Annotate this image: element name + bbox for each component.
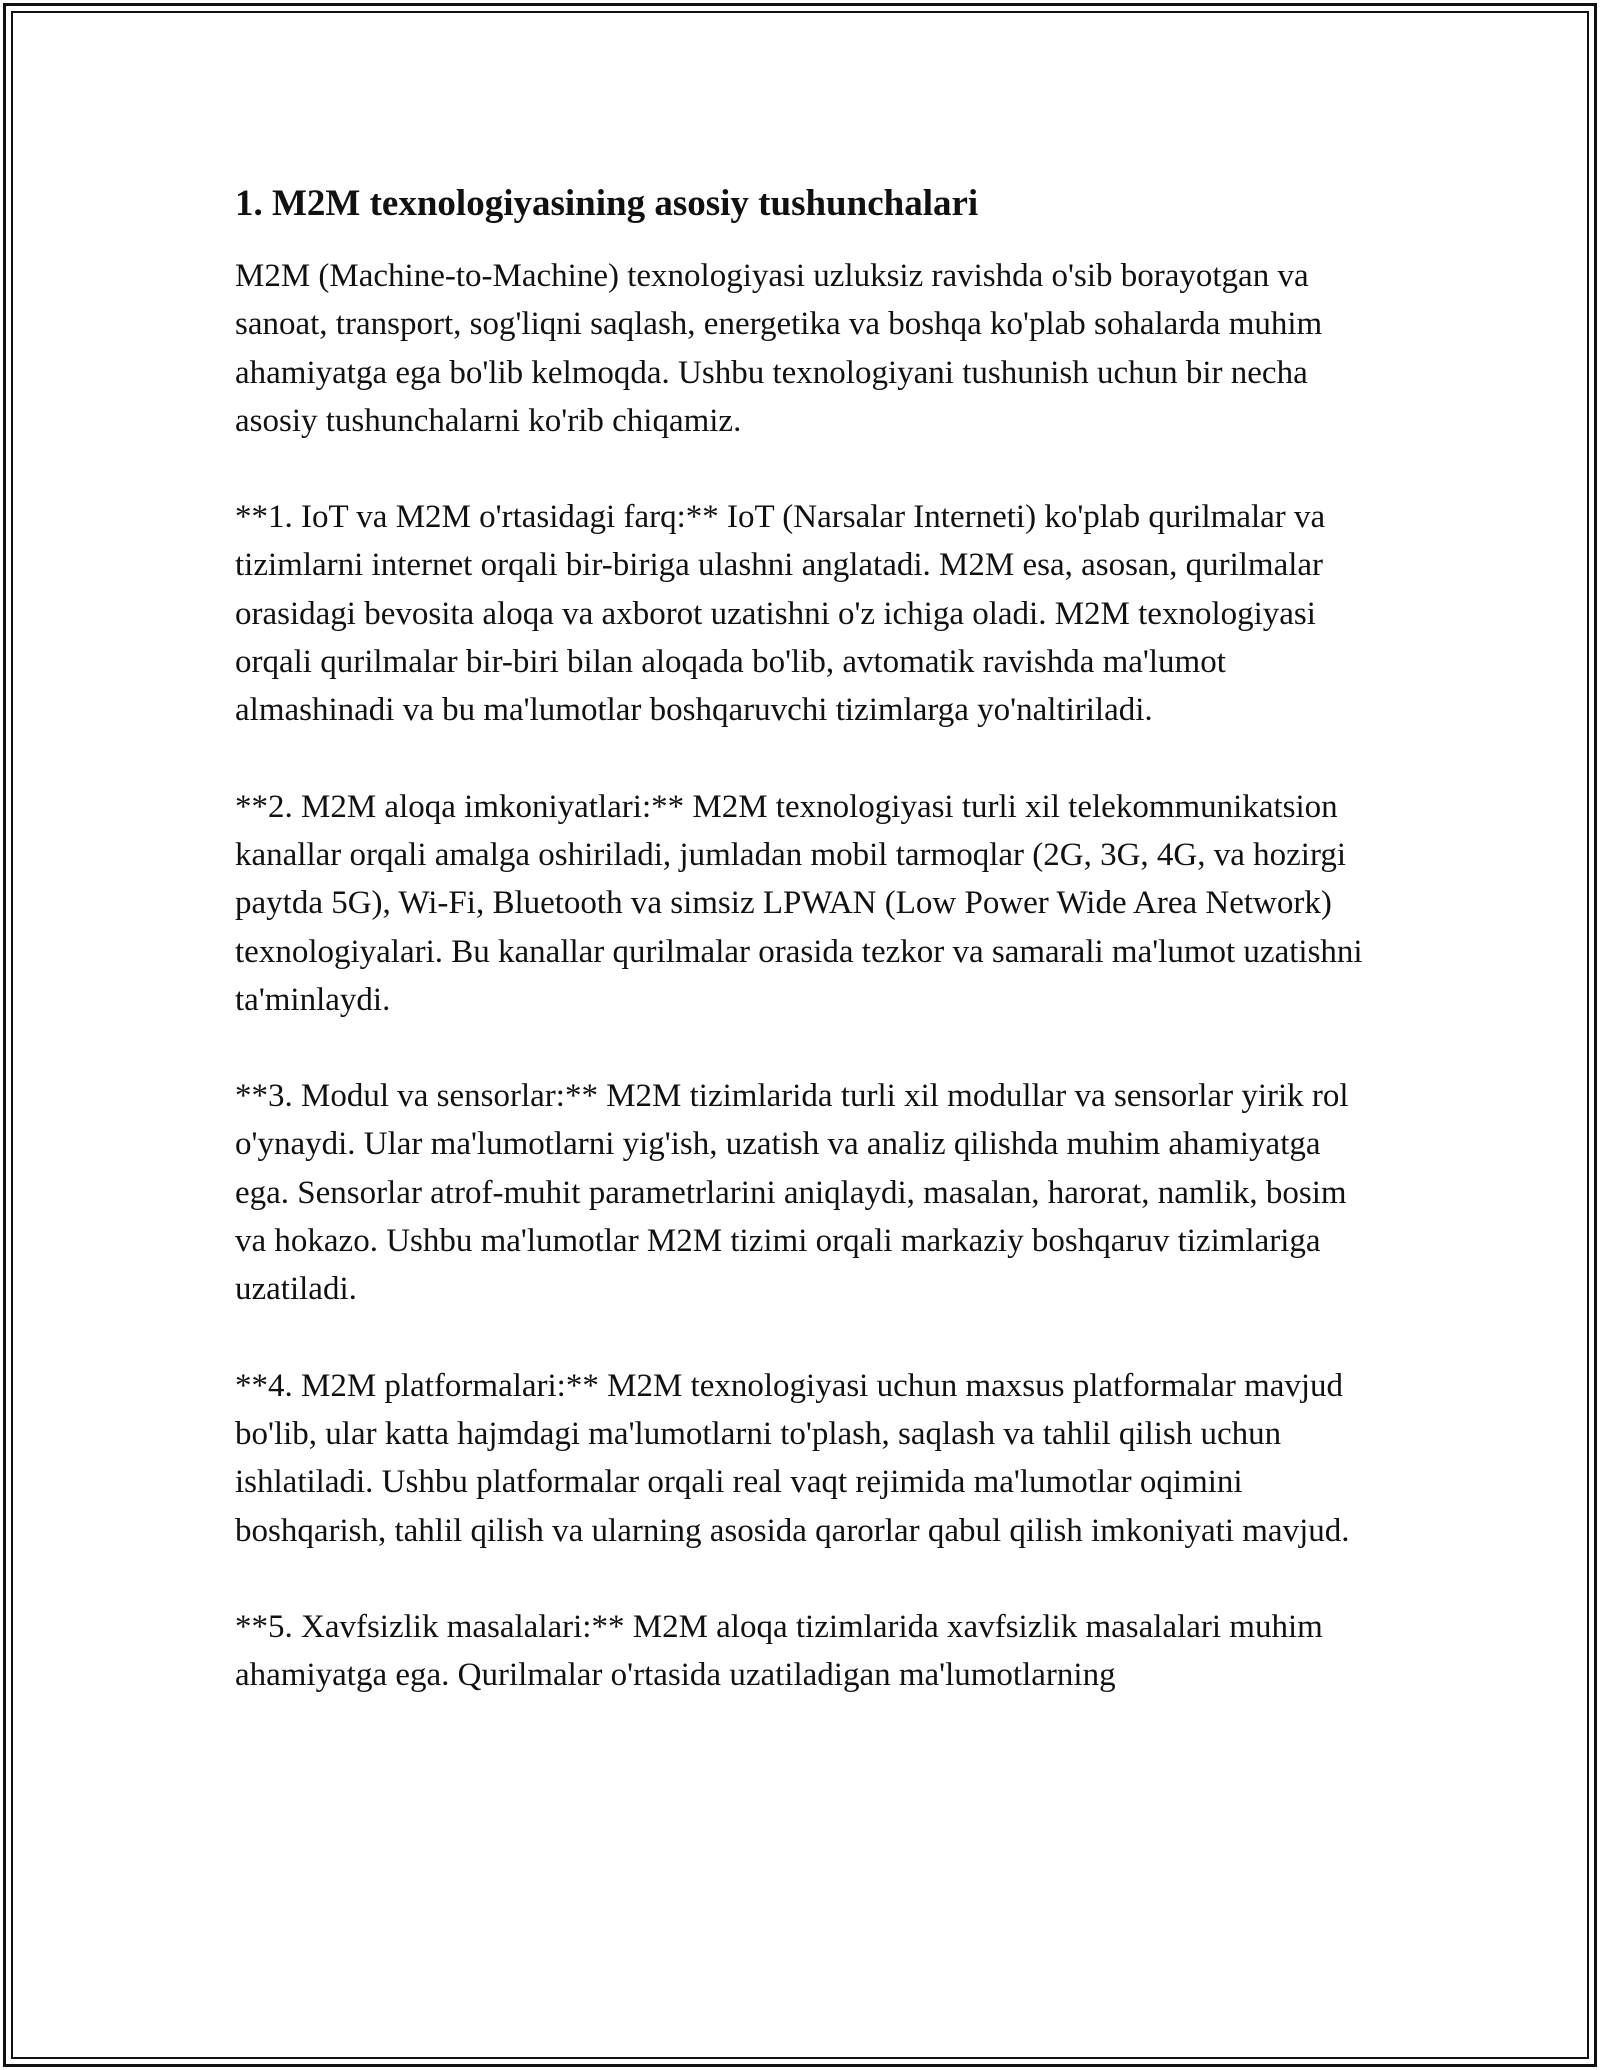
paragraph-m2m-platforms: **4. M2M platformalari:** M2M texnologiyasi uchun maxsus platformalar mavjud bo'lib, ular katta hajmdagi ma'lumotlarni to'plash, saqlash va tahlil qilish uchun ishlatiladi. Ushbu platformalar orqali real vaqt rejimida ma'lumotlar oqimini boshqarish, tahlil qilish va ularning asosida qarorlar qabul qilish imkoniyati mavjud.: [235, 1367, 1350, 1549]
paragraph-modules-sensors: **3. Modul va sensorlar:** M2M tizimlarida turli xil modullar va sensorlar yirik rol o'ynaydi. Ular ma'lumotlarni yig'ish, uzatish va analiz qilishda muhim ahamiyatga ega. Sensorlar atrof-muhit parametrlarini aniqlaydi, masalan, harorat, namlik, bosim va hokazo. Ushbu ma'lumotlar M2M tizimi orqali markaziy boshqaruv tizimlariga uzatiladi.: [235, 1078, 1349, 1308]
paragraph-security: **5. Xavfsizlik masalalari:** M2M aloqa tizimlarida xavfsizlik masalalari muhim ahamiyatga ega. Qurilmalar o'rtasida uzatiladigan ma'lumotlarning: [235, 1608, 1323, 1694]
paragraph-m2m-communication: **2. M2M aloqa imkoniyatlari:** M2M texnologiyasi turli xil telekommunikatsion kanallar orqali amalga oshiriladi, jumladan mobil tarmoqlar (2G, 3G, 4G, va hozirgi paytda 5G), Wi-Fi, Bluetooth va simsiz LPWAN (Low Power Wide Area Network) texnologiyalari. Bu kanallar qurilmalar orasida tezkor va samarali ma'lumot uzatishni ta'minlaydi.: [235, 788, 1363, 1018]
paragraph-intro: M2M (Machine-to-Machine) texnologiyasi uzluksiz ravishda o'sib borayotgan va sanoat, transport, sog'liqni saqlash, energetika va boshqa ko'plab sohalarda muhim ahamiyatga ega bo'lib kelmoqda. Ushbu texnologiyani tushunish uchun bir necha asosiy tushunchalarni ko'rib chiqamiz.: [235, 258, 1323, 439]
section-heading: 1. M2M texnologiyasining asosiy tushunchalari: [235, 183, 979, 224]
paragraph-iot-vs-m2m: **1. IoT va M2M o'rtasidagi farq:** IoT (Narsalar Interneti) ko'plab qurilmalar va tizimlarni internet orqali bir-biriga ulashni anglatadi. M2M esa, asosan, qurilmalar orasidagi bevosita aloqa va axborot uzatishni o'z ichiga oladi. M2M texnologiyasi orqali qurilmalar bir-biri bilan aloqada bo'lib, avtomatik ravishda ma'lumot almashinadi va bu ma'lumotlar boshqaruvchi tizimlarga yo'naltiriladi.: [235, 499, 1326, 729]
document-body: [235, 180, 1365, 1747]
